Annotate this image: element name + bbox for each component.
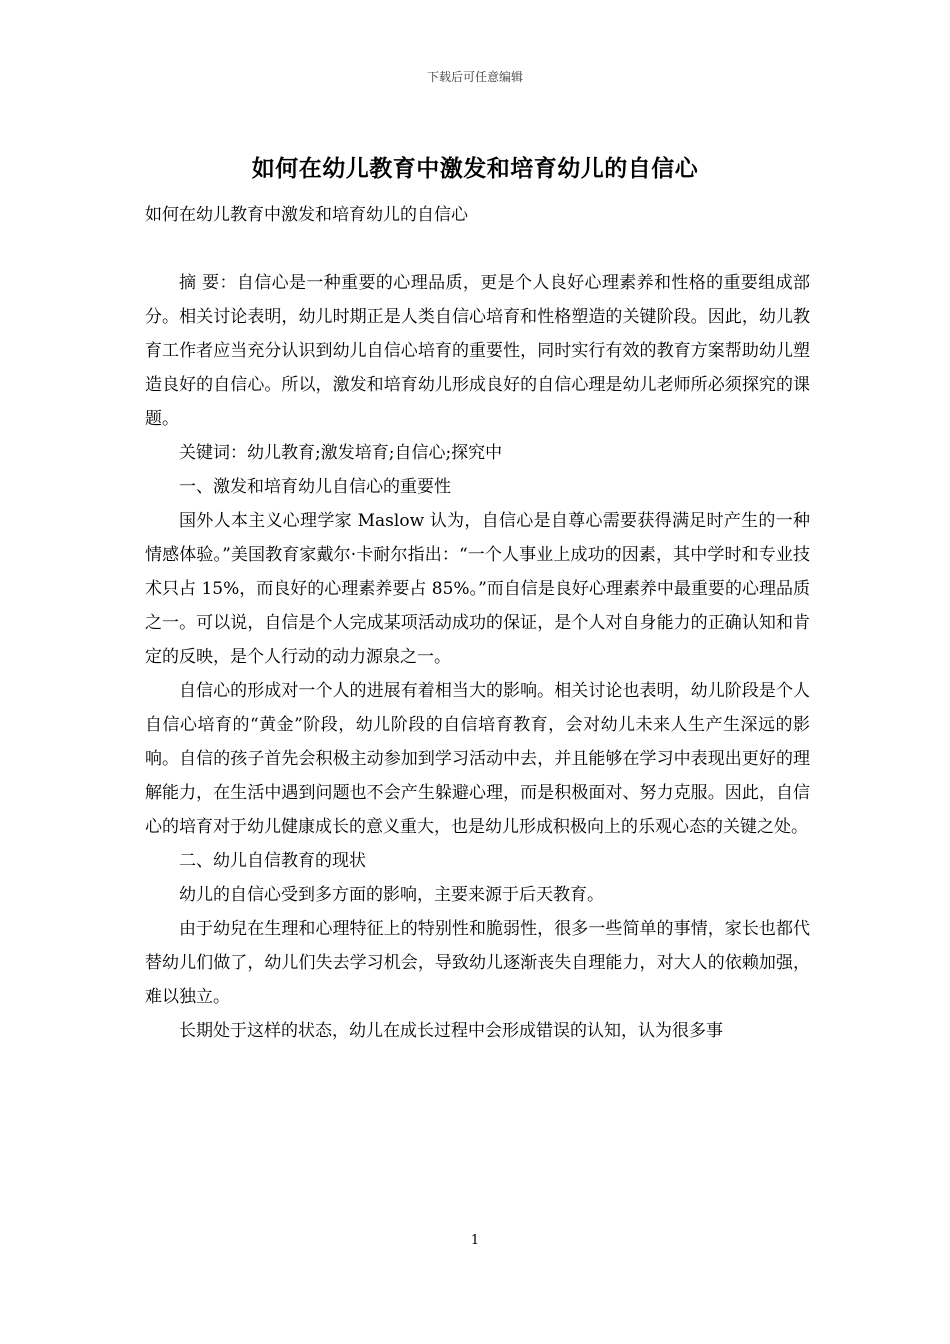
document-subtitle: 如何在幼儿教育中激发和培育幼儿的自信心 (145, 205, 468, 225)
body-paragraph: 自信心的形成对一个人的进展有着相当大的影响。相关讨论也表明，幼儿阶段是个人自信心培育的“黄金”阶段，幼儿阶段的自信培育教育，会对幼儿未来人生产生深远的影响。自信的孩子首先会积极主动参加到学习活动中去，并且能够在学习中表现出更好的理解能力，在生活中遇到问题也不会产生躲避心理，而是积极面对、努力克服。因此，自信心的培育对于幼儿健康成长的意义重大，也是幼儿形成积极向上的乐观心态的关键之处。 (145, 681, 810, 837)
page-number: 1 (470, 1233, 480, 1248)
body-paragraph: 国外人本主义心理学家 Maslow 认为，自信心是自尊心需要获得满足时产生的一种情感体验。”美国教育家戴尔·卡耐尔指出：“一个人事业上成功的因素，其中学时和专业技术只占 15%，而良好的心理素养要占 85%。”而自信是良好心理素养中最重要的心理品质之一。可以说，自信是个人完成某项活动成功的保证，是个人对自身能力的正确认知和肯定的反映，是个人行动的动力源泉之一。 (145, 511, 810, 667)
body-paragraph: 幼儿的自信心受到多方面的影响，主要来源于后天教育。 (179, 885, 604, 905)
document-body (145, 198, 810, 1048)
keywords-line: 关键词：幼儿教育;激发培育;自信心;探究中 (179, 443, 503, 463)
document-title: 如何在幼儿教育中激发和培育幼儿的自信心 (251, 155, 699, 182)
body-paragraph: 长期处于这样的状态，幼儿在成长过程中会形成错误的认知，认为很多事 (179, 1021, 723, 1041)
section-heading-2: 二、幼儿自信教育的现状 (179, 851, 366, 871)
abstract-paragraph: 摘 要：自信心是一种重要的心理品质，更是个人良好心理素养和性格的重要组成部分。相关讨论表明，幼儿时期正是人类自信心培育和性格塑造的关键阶段。因此，幼儿教育工作者应当充分认识到幼儿自信心培育的重要性，同时实行有效的教育方案帮助幼儿塑造良好的自信心。所以，激发和培育幼儿形成良好的自信心理是幼儿老师所必须探究的课题。 (145, 273, 810, 429)
page-header-note: 下载后可任意编辑 (426, 70, 523, 84)
body-paragraph: 由于幼兒在生理和心理特征上的特别性和脆弱性，很多一些简单的事情，家长也都代替幼儿们做了，幼儿们失去学习机会，导致幼儿逐渐丧失自理能力，对大人的依赖加强，难以独立。 (145, 919, 810, 1007)
section-heading-1: 一、激发和培育幼儿自信心的重要性 (179, 477, 451, 497)
